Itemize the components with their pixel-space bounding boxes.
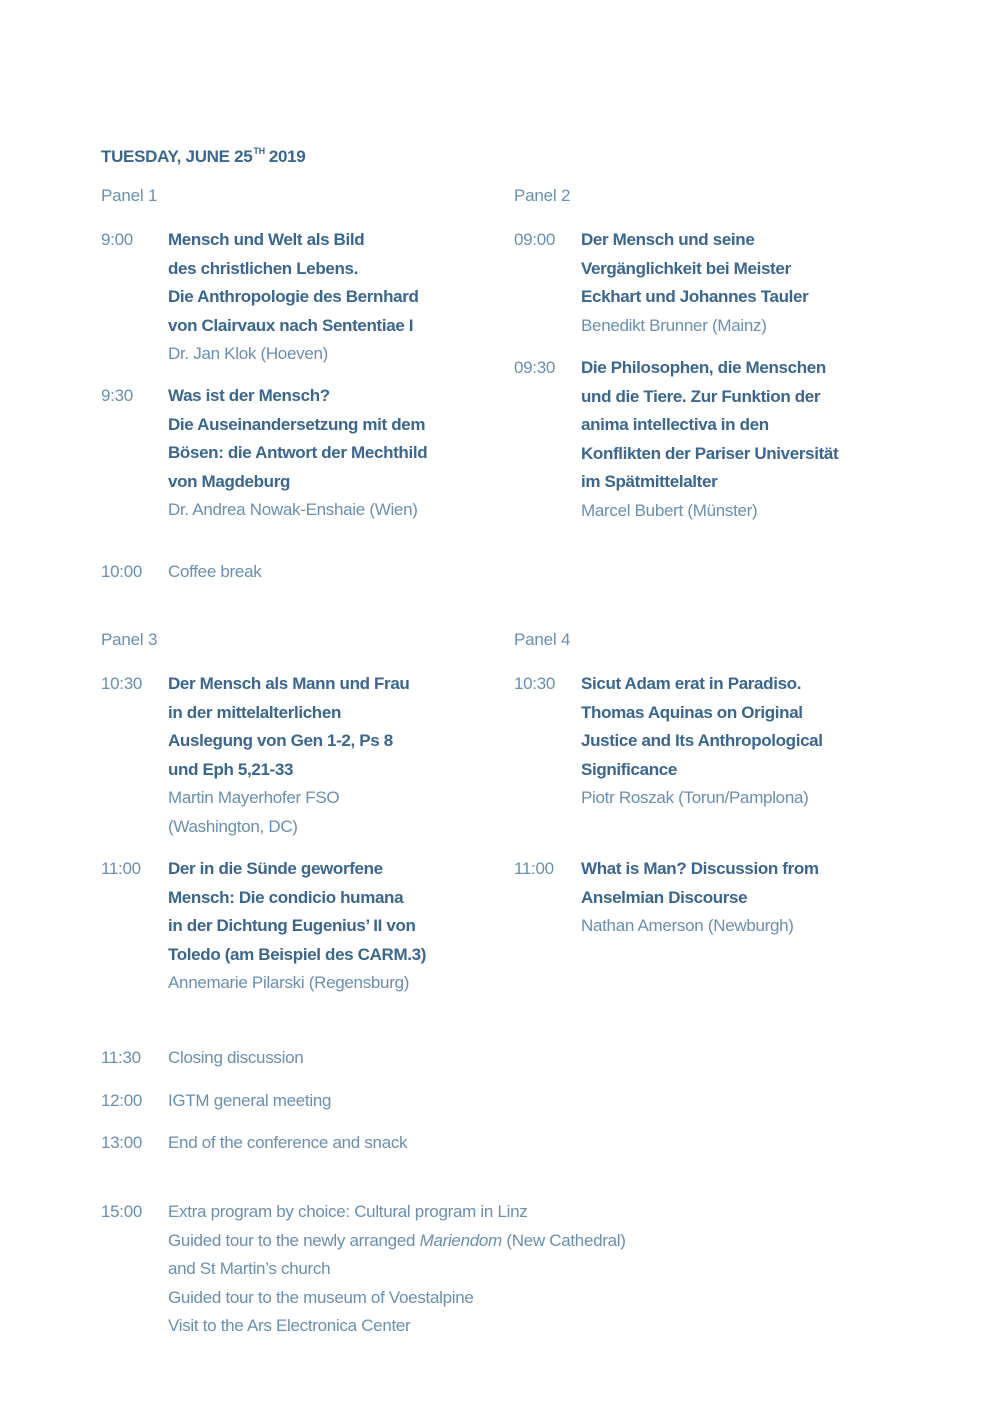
- extra-program-museum: Guided tour to the museum of Voestalpine: [168, 1287, 474, 1307]
- day-ordinal-suffix: TH: [253, 146, 265, 156]
- coffee-break-time: 10:00: [101, 562, 143, 581]
- extra-program-ars-electronica: Visit to the Ars Electronica Center: [168, 1316, 411, 1335]
- talk-speaker: Marcel Bubert (Münster): [581, 500, 758, 520]
- talk-title: Was ist der Mensch? Die Auseinandersetzung mit dem Bösen: die Antwort der Mechthild von Magdeburg: [168, 386, 428, 491]
- talk-time: 09:30: [514, 358, 556, 377]
- talk-time: 10:30: [101, 674, 143, 693]
- talk-title: Mensch und Welt als Bild des christlichen Lebens. Die Anthropologie des Bernhard von Clairvaux nach Sententiae I: [168, 230, 419, 335]
- talk-speaker: Nathan Amerson (Newburgh): [581, 916, 794, 935]
- talk-time: 9:00: [101, 230, 133, 249]
- panel-2-label: Panel 2: [514, 186, 571, 205]
- schedule-text: End of the conference and snack: [168, 1133, 408, 1152]
- panel-3-label: Panel 3: [101, 630, 158, 649]
- talk-speaker: Dr. Jan Klok (Hoeven): [168, 344, 328, 363]
- talk-title: Sicut Adam erat in Paradiso. Thomas Aquinas on Original Justice and Its Anthropological Significance: [581, 674, 823, 779]
- schedule-time: 12:00: [101, 1091, 143, 1110]
- schedule-text: IGTM general meeting: [168, 1091, 332, 1110]
- talk-time: 10:30: [514, 674, 556, 693]
- day-year: 2019: [268, 147, 306, 166]
- panel-1-label: Panel 1: [101, 186, 158, 205]
- talk-speaker: Martin Mayerhofer FSO (Washington, DC): [168, 788, 340, 836]
- mariendom-name: Mariendom: [419, 1230, 502, 1250]
- talk-time: 9:30: [101, 386, 133, 405]
- talk-time: 11:00: [101, 859, 141, 878]
- talk-speaker: Annemarie Pilarski (Regensburg): [168, 973, 410, 992]
- extra-program-intro: Extra program by choice: Cultural program in Linz: [168, 1202, 528, 1221]
- talk-speaker: Piotr Roszak (Torun/Pamplona): [581, 788, 809, 807]
- talk-speaker: Dr. Andrea Nowak-Enshaie (Wien): [168, 500, 418, 519]
- talk-time: 11:00: [514, 859, 554, 878]
- schedule-text: Closing discussion: [168, 1048, 304, 1067]
- extra-program-church: and St Martin’s church: [168, 1259, 331, 1278]
- talk-title: What is Man? Discussion from Anselmian Discourse: [581, 859, 819, 907]
- talk-title: Der in die Sünde geworfene Mensch: Die condicio humana in der Dichtung Eugenius’ II von Toledo (am Beispiel des CARM.3): [168, 859, 427, 964]
- extra-program-tour-cathedral: Guided tour to the newly arranged Mariendom (New Cathedral): [168, 1230, 626, 1250]
- coffee-break-text: Coffee break: [168, 562, 262, 581]
- talk-time: 09:00: [514, 230, 556, 249]
- day-heading: TUESDAY, JUNE 25TH 2019: [101, 146, 306, 166]
- schedule-time: 11:30: [101, 1048, 141, 1067]
- talk-title: Der Mensch als Mann und Frau in der mittelalterlichen Auslegung von Gen 1-2, Ps 8 und Eph 5,21-33: [168, 674, 410, 779]
- schedule-time: 13:00: [101, 1133, 143, 1152]
- panel-4-label: Panel 4: [514, 630, 571, 649]
- talk-title: Die Philosophen, die Menschen und die Tiere. Zur Funktion der anima intellectiva in den Konflikten der Pariser Universität im Spätmittelalter: [581, 358, 839, 491]
- talk-speaker: Benedikt Brunner (Mainz): [581, 315, 767, 335]
- talk-title: Der Mensch und seine Vergänglichkeit bei Meister Eckhart und Johannes Tauler: [581, 230, 809, 306]
- schedule-time: 15:00: [101, 1202, 143, 1221]
